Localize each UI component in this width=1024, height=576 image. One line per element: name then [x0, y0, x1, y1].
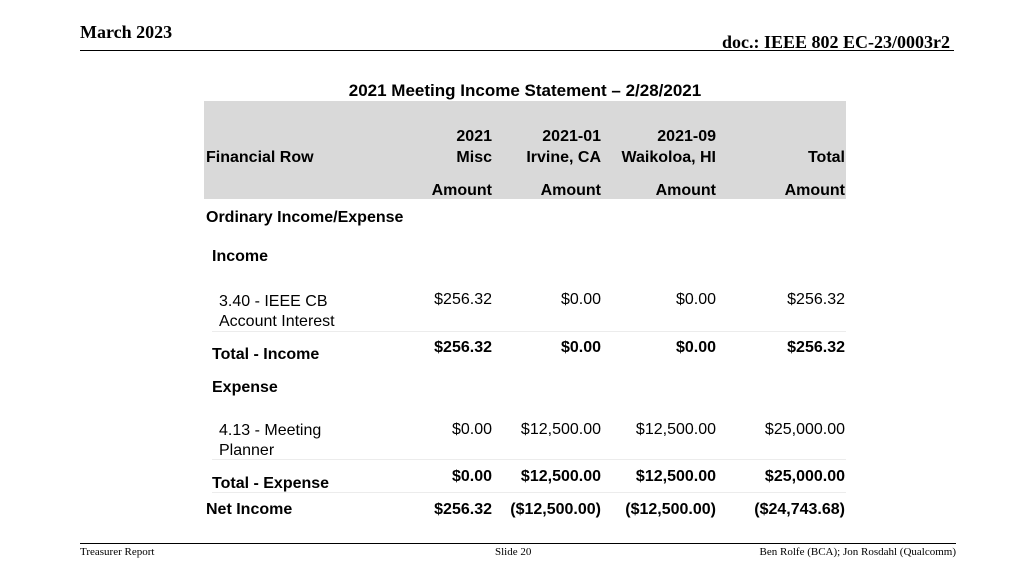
income-item-label-line2: Account Interest	[219, 313, 335, 330]
col-total-sub: Amount	[784, 182, 845, 199]
header-divider	[80, 50, 954, 51]
col-waikoloa-line2: Waikoloa, HI	[621, 149, 716, 166]
expense-item-waikoloa: $12,500.00	[635, 421, 716, 438]
total-expense-waikoloa: $12,500.00	[635, 468, 716, 485]
total-expense-label: Total - Expense	[212, 475, 330, 492]
net-income-irvine: ($12,500.00)	[510, 501, 601, 518]
total-income-total: $256.32	[787, 339, 845, 356]
total-expense-irvine: $12,500.00	[520, 468, 601, 485]
total-income-label: Total - Income	[212, 346, 320, 363]
col-misc-line2: Misc	[456, 149, 492, 166]
expense-label: Expense	[212, 379, 278, 396]
col-misc-sub: Amount	[431, 182, 492, 199]
net-income-total: ($24,743.68)	[754, 501, 845, 518]
footer-divider	[80, 543, 956, 544]
total-income-irvine: $0.00	[560, 339, 601, 356]
expense-item-total: $25,000.00	[764, 421, 845, 438]
col-irvine-sub: Amount	[540, 182, 601, 199]
footer-authors: Ben Rolfe (BCA); Jon Rosdahl (Qualcomm)	[759, 546, 956, 558]
header-date: March 2023	[80, 22, 173, 42]
section-ordinary-label: Ordinary Income/Expense	[206, 209, 404, 226]
col-total-line2: Total	[807, 149, 845, 166]
net-income-waikoloa: ($12,500.00)	[625, 501, 716, 518]
net-income-label: Net Income	[206, 501, 293, 518]
col-misc-line1: 2021	[456, 128, 492, 145]
total-expense-misc: $0.00	[451, 468, 492, 485]
income-label: Income	[212, 248, 269, 265]
header-doc-id: doc.: IEEE 802 EC-23/0003r2	[721, 32, 950, 52]
col-waikoloa-sub: Amount	[655, 182, 716, 199]
expense-item-label-line1: 4.13 - Meeting	[219, 422, 322, 439]
footer-slide-number: Slide 20	[495, 546, 532, 558]
total-income-misc: $256.32	[434, 339, 492, 356]
income-item-label-line1: 3.40 - IEEE CB	[219, 293, 328, 310]
col-irvine-line2: Irvine, CA	[526, 149, 601, 166]
col-irvine-line1: 2021-01	[542, 128, 601, 145]
income-item-waikoloa: $0.00	[675, 291, 716, 308]
income-item-irvine: $0.00	[560, 291, 601, 308]
expense-item-misc: $0.00	[451, 421, 492, 438]
footer-left: Treasurer Report	[80, 546, 155, 558]
row-header-label: Financial Row	[206, 149, 314, 166]
row-divider	[212, 459, 846, 460]
income-item-misc: $256.32	[434, 291, 492, 308]
total-income-waikoloa: $0.00	[675, 339, 716, 356]
income-item-total: $256.32	[787, 291, 845, 308]
row-divider	[212, 331, 846, 332]
row-divider	[212, 492, 846, 493]
expense-item-irvine: $12,500.00	[520, 421, 601, 438]
net-income-misc: $256.32	[434, 501, 492, 518]
col-waikoloa-line1: 2021-09	[657, 128, 716, 145]
statement-title: 2021 Meeting Income Statement – 2/28/2021	[348, 81, 702, 100]
expense-item-label-line2: Planner	[219, 442, 275, 459]
total-expense-total: $25,000.00	[764, 468, 845, 485]
